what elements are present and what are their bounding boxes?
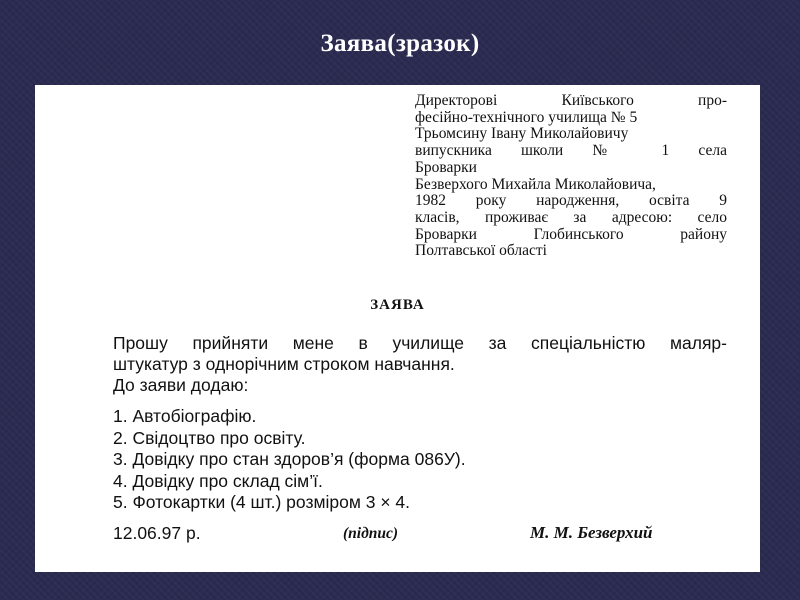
list-item: 5. Фотокартки (4 шт.) розміром 3 × 4.	[113, 492, 411, 512]
list-item: 4. Довідку про склад сім’ї.	[113, 470, 323, 491]
document-footer	[113, 523, 733, 547]
list-item: 1. Автобіографію.	[113, 406, 257, 426]
body-line: штукатур з однорічним строком навчання.	[113, 354, 455, 374]
list-item: 2. Свідоцтво про освіту.	[113, 427, 306, 448]
addressee-line: Трьомсину Івану Миколайовичу	[415, 125, 629, 143]
addressee-line: класів, проживає за адресою: село	[415, 208, 727, 226]
addressee-line: випускника школи № 1 села	[415, 142, 727, 160]
addressee-line: Безверхого Михайла Миколайовича,	[415, 175, 656, 193]
signer-name: М. М. Безверхий	[530, 523, 653, 542]
addressee-line: 1982 року народження, освіта 9	[415, 192, 727, 210]
attachments-list	[113, 406, 733, 514]
addressee-line: Полтавської області	[415, 242, 547, 260]
body-line: До заяви додаю:	[113, 375, 249, 395]
application-document	[35, 85, 760, 572]
addressee-line: Броварки Глобинського району	[415, 225, 727, 243]
list-item: 3. Довідку про стан здоров’я (форма 086У).	[113, 449, 466, 469]
slide-title: Заява(зразок)	[320, 30, 480, 57]
document-heading: ЗАЯВА	[370, 297, 425, 313]
addressee-block	[415, 93, 727, 260]
application-body	[113, 333, 727, 396]
date: 12.06.97 р.	[113, 523, 201, 543]
addressee-line: Директорові Київського про-	[415, 92, 727, 109]
signature-label: (підпис)	[343, 525, 399, 542]
addressee-line: Броварки	[415, 158, 477, 176]
body-line: Прошу прийняти мене в училище за спеціальністю маляр-	[113, 333, 727, 353]
addressee-line: фесійно-технічного училища № 5	[415, 108, 638, 126]
